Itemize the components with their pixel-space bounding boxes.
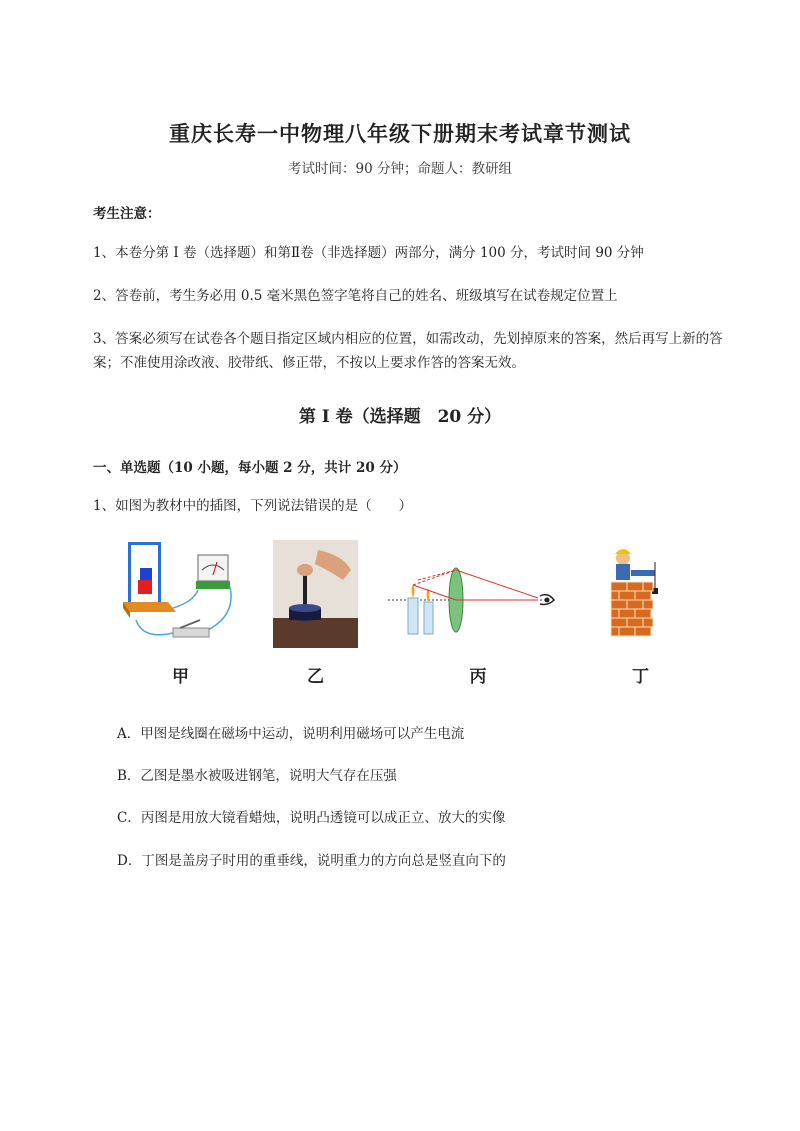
figure-caption: 丁 <box>632 667 649 687</box>
option-b[interactable]: B．乙图是墨水被吸进钢笔，说明大气存在压强 <box>117 768 397 784</box>
notice-item: 3、答案必须写在试卷各个题目指定区域内相应的位置，如需改动，先划掉原来的答案，然后再写上新的答案；不准使用涂改液、胶带纸、修正带，不按以上要求作答的答案无效。 <box>93 331 723 371</box>
figure-caption: 丙 <box>469 667 487 687</box>
electromagnetic-induction-illustration <box>118 540 243 655</box>
figure-panel-ding <box>603 540 678 688</box>
option-a[interactable]: A．甲图是线圈在磁场中运动，说明利用磁场可以产生电流 <box>117 726 465 742</box>
fountain-pen-ink-illustration <box>273 540 358 655</box>
page-title: 重庆长寿一中物理八年级下册期末考试章节测试 <box>169 121 631 146</box>
figure-panel-yi <box>273 540 358 688</box>
figure-panel-bing <box>388 540 568 688</box>
question-stem: 1、如图为教材中的插图，下列说法错误的是（ ） <box>93 498 413 514</box>
figure-caption: 甲 <box>172 667 189 687</box>
part-heading: 一、单选题（10 小题，每小题 2 分，共计 20 分） <box>93 460 407 476</box>
plumb-line-wall-illustration <box>603 540 678 655</box>
section-title: 第 I 卷（选择题 20 分） <box>298 407 502 427</box>
notice-item: 2、答卷前，考生务必用 0.5 毫米黑色签字笔将自己的姓名、班级填写在试卷规定位置上 <box>93 288 618 304</box>
convex-lens-candle-illustration <box>388 540 568 655</box>
option-c[interactable]: C．丙图是用放大镜看蜡烛，说明凸透镜可以成正立、放大的实像 <box>117 810 506 826</box>
question-figure <box>118 540 678 688</box>
figure-panel-jia <box>118 540 243 688</box>
notice-item: 1、本卷分第 I 卷（选择题）和第Ⅱ卷（非选择题）两部分，满分 100 分，考试时间 90 分钟 <box>93 245 644 261</box>
notice-heading: 考生注意： <box>93 206 161 222</box>
figure-caption: 乙 <box>307 667 324 687</box>
option-d[interactable]: D．丁图是盖房子时用的重垂线，说明重力的方向总是竖直向下的 <box>117 853 506 869</box>
page-subtitle: 考试时间：90 分钟；命题人：教研组 <box>288 161 512 177</box>
